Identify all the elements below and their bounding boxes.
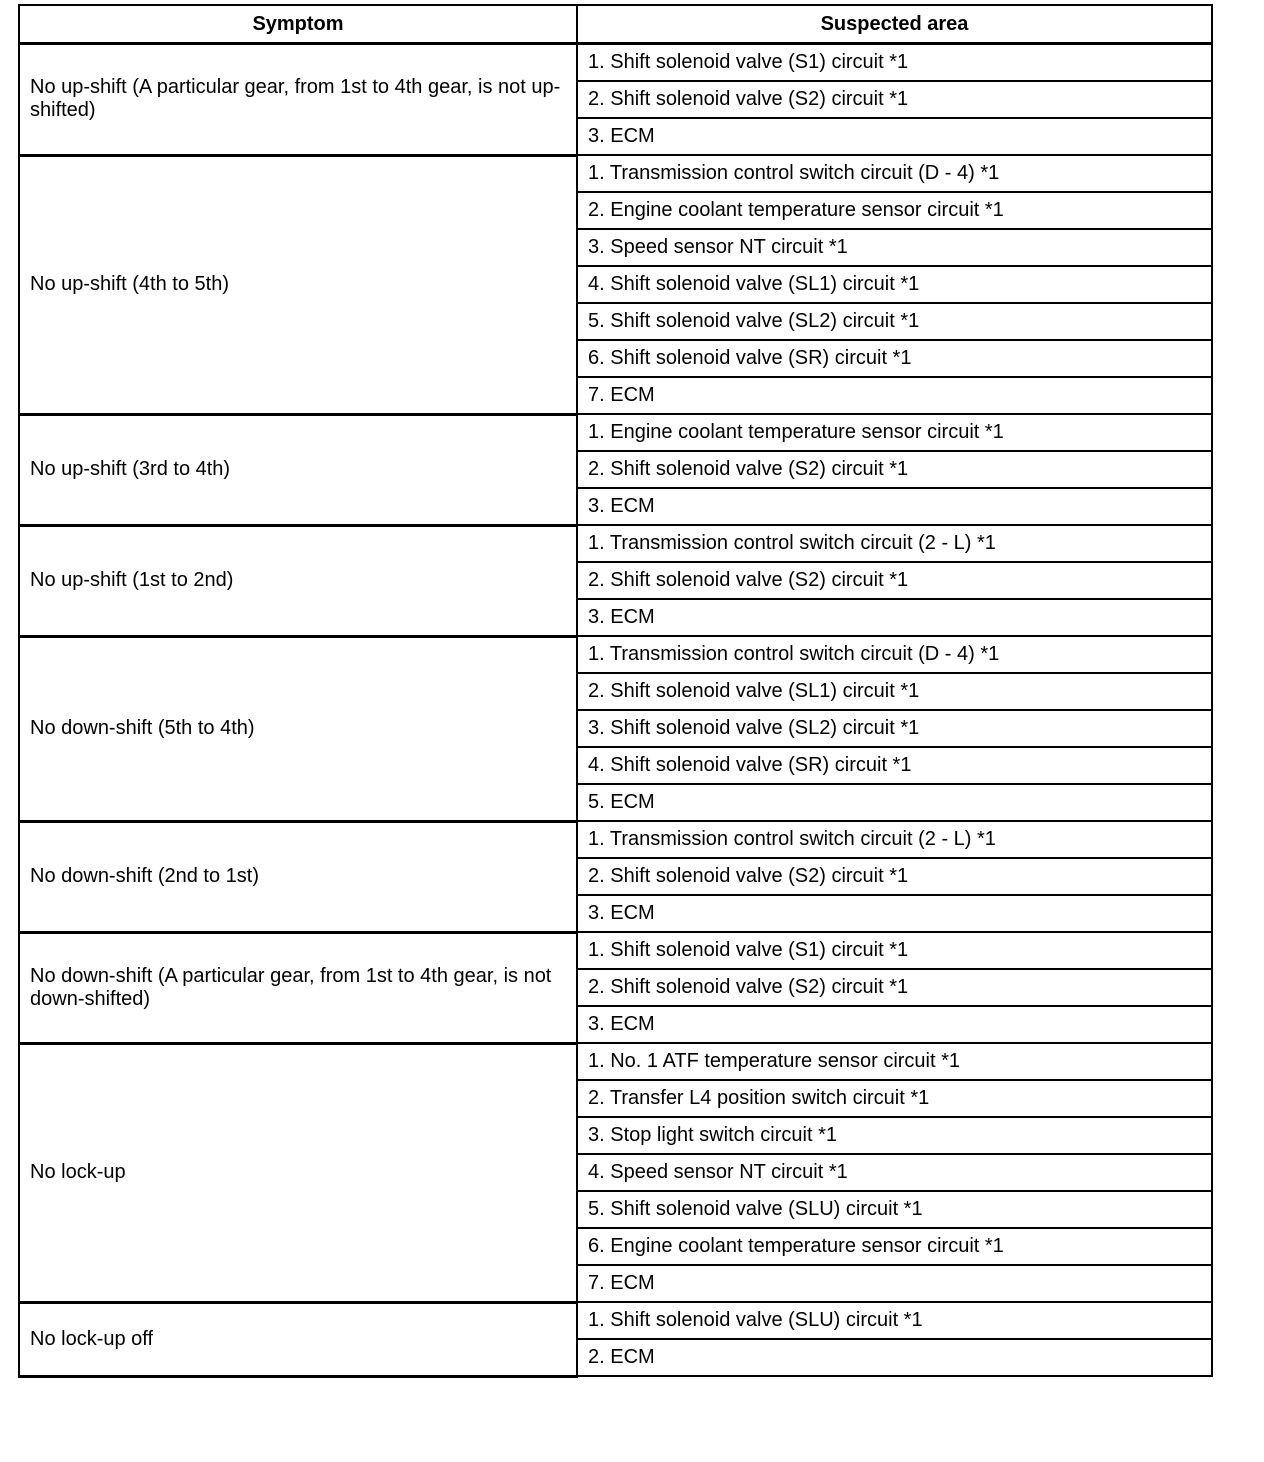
- table-row: [19, 525, 1212, 562]
- suspected-area-cell: 5. ECM: [577, 784, 1212, 821]
- suspected-area-cell: 3. ECM: [577, 1006, 1212, 1043]
- suspected-area-cell: 1. Transmission control switch circuit (D - 4) *1: [577, 155, 1212, 192]
- table-row: [19, 44, 1212, 82]
- table-row: [19, 821, 1212, 858]
- suspected-area-cell: 3. Stop light switch circuit *1: [577, 1117, 1212, 1154]
- suspected-area-cell: 3. ECM: [577, 895, 1212, 932]
- symptom-cell: No up-shift (4th to 5th): [19, 155, 577, 414]
- suspected-area-cell: 3. Speed sensor NT circuit *1: [577, 229, 1212, 266]
- suspected-area-cell: 2. ECM: [577, 1339, 1212, 1376]
- suspected-area-cell: 1. Transmission control switch circuit (2 - L) *1: [577, 525, 1212, 562]
- symptom-cell: No up-shift (3rd to 4th): [19, 414, 577, 525]
- table-row: [19, 1043, 1212, 1080]
- table-body: [19, 44, 1212, 1377]
- suspected-area-cell: 3. ECM: [577, 118, 1212, 155]
- suspected-area-cell: 2. Shift solenoid valve (S2) circuit *1: [577, 562, 1212, 599]
- suspected-area-cell: 2. Shift solenoid valve (S2) circuit *1: [577, 858, 1212, 895]
- suspected-area-cell: 5. Shift solenoid valve (SL2) circuit *1: [577, 303, 1212, 340]
- suspected-area-cell: 7. ECM: [577, 377, 1212, 414]
- suspected-area-cell: 4. Shift solenoid valve (SL1) circuit *1: [577, 266, 1212, 303]
- suspected-area-cell: 4. Speed sensor NT circuit *1: [577, 1154, 1212, 1191]
- suspected-area-cell: 2. Engine coolant temperature sensor circuit *1: [577, 192, 1212, 229]
- suspected-area-cell: 3. Shift solenoid valve (SL2) circuit *1: [577, 710, 1212, 747]
- symptom-cell: No down-shift (2nd to 1st): [19, 821, 577, 932]
- suspected-area-cell: 2. Shift solenoid valve (S2) circuit *1: [577, 81, 1212, 118]
- suspected-area-cell: 2. Shift solenoid valve (S2) circuit *1: [577, 451, 1212, 488]
- table-row: [19, 932, 1212, 969]
- symptom-header: Symptom: [19, 5, 577, 44]
- symptom-cell: No down-shift (5th to 4th): [19, 636, 577, 821]
- suspected-area-cell: 3. ECM: [577, 599, 1212, 636]
- suspected-area-cell: 1. Shift solenoid valve (S1) circuit *1: [577, 44, 1212, 82]
- symptom-cell: No up-shift (1st to 2nd): [19, 525, 577, 636]
- suspected-area-cell: 2. Shift solenoid valve (SL1) circuit *1: [577, 673, 1212, 710]
- symptom-cell: No lock-up off: [19, 1302, 577, 1376]
- suspected-area-cell: 3. ECM: [577, 488, 1212, 525]
- suspected-area-cell: 2. Transfer L4 position switch circuit *1: [577, 1080, 1212, 1117]
- suspected-area-cell: 1. No. 1 ATF temperature sensor circuit *1: [577, 1043, 1212, 1080]
- table-row: [19, 636, 1212, 673]
- suspected-area-cell: 1. Shift solenoid valve (SLU) circuit *1: [577, 1302, 1212, 1339]
- suspected-area-cell: 6. Engine coolant temperature sensor circuit *1: [577, 1228, 1212, 1265]
- troubleshooting-sheet: [18, 4, 1211, 1378]
- suspected-area-cell: 7. ECM: [577, 1265, 1212, 1302]
- table-row: [19, 1302, 1212, 1339]
- suspected-area-header: Suspected area: [577, 5, 1212, 44]
- symptom-cell: No down-shift (A particular gear, from 1st to 4th gear, is not down-shifted): [19, 932, 577, 1043]
- symptom-cell: No up-shift (A particular gear, from 1st to 4th gear, is not up-shifted): [19, 44, 577, 156]
- symptom-table: [18, 4, 1213, 1378]
- suspected-area-cell: 1. Engine coolant temperature sensor circuit *1: [577, 414, 1212, 451]
- suspected-area-cell: 2. Shift solenoid valve (S2) circuit *1: [577, 969, 1212, 1006]
- symptom-cell: No lock-up: [19, 1043, 577, 1302]
- suspected-area-cell: 1. Transmission control switch circuit (D - 4) *1: [577, 636, 1212, 673]
- suspected-area-cell: 1. Shift solenoid valve (S1) circuit *1: [577, 932, 1212, 969]
- suspected-area-cell: 5. Shift solenoid valve (SLU) circuit *1: [577, 1191, 1212, 1228]
- header-row: [19, 5, 1212, 44]
- suspected-area-cell: 1. Transmission control switch circuit (2 - L) *1: [577, 821, 1212, 858]
- table-row: [19, 414, 1212, 451]
- table-row: [19, 155, 1212, 192]
- suspected-area-cell: 4. Shift solenoid valve (SR) circuit *1: [577, 747, 1212, 784]
- suspected-area-cell: 6. Shift solenoid valve (SR) circuit *1: [577, 340, 1212, 377]
